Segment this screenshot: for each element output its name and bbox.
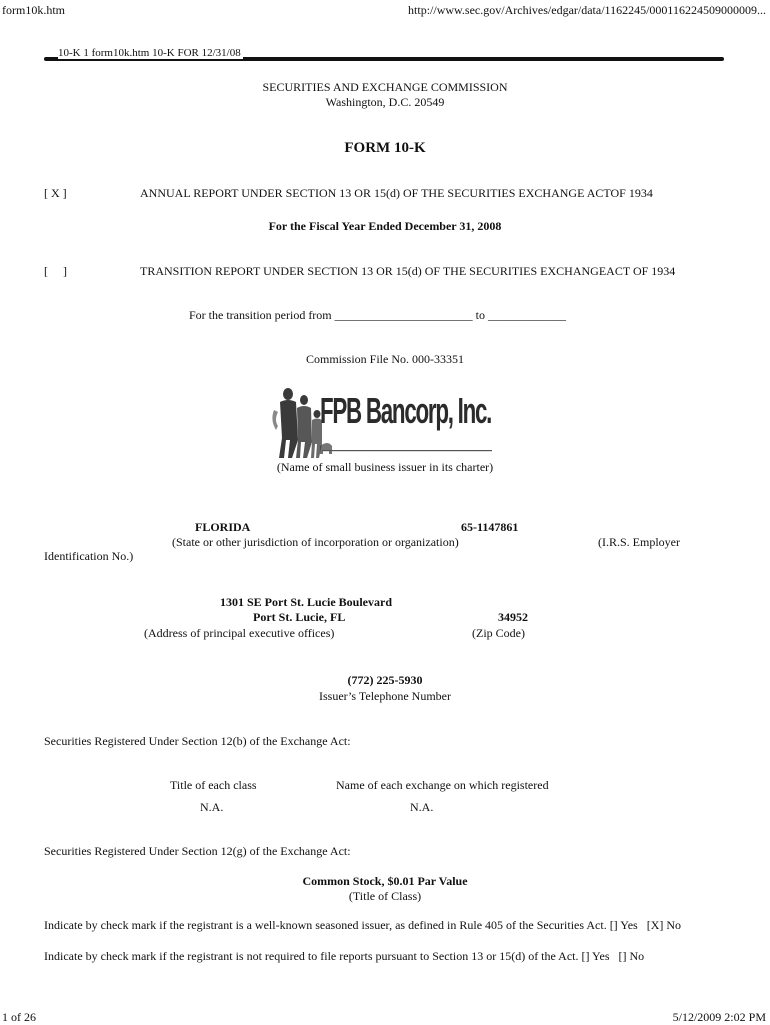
- fiscal-year: For the Fiscal Year Ended December 31, 2008: [268, 219, 502, 233]
- common-stock-class: Common Stock, $0.01 Par Value: [302, 874, 468, 888]
- url-link[interactable]: http://www.sec.gov/Archives/edgar/data/1162245/000116224509000009...: [408, 3, 766, 17]
- commission-file: Commission File No. 000-33351: [305, 352, 464, 366]
- column-title-of-class: Title of each class: [170, 778, 257, 792]
- zip-code: 34952: [498, 610, 528, 624]
- transition-period: For the transition period from _______________________ to _____________: [189, 308, 566, 322]
- state-of-incorporation: FLORIDA: [195, 520, 251, 534]
- transition-report-text: TRANSITION REPORT UNDER SECTION 13 OR 15(d) OF THE SECURITIES EXCHANGEACT OF 1934: [140, 264, 676, 278]
- section-12g-heading: Securities Registered Under Section 12(g) of the Exchange Act:: [44, 844, 351, 858]
- page-number: 1 of 26: [2, 1010, 36, 1024]
- not-required-question: Indicate by check mark if the registrant is not required to file reports pursuant to Section 13 or 15(d) of the Act. [] Yes [] No: [44, 949, 645, 963]
- title-of-class-caption: (Title of Class): [348, 889, 422, 903]
- irs-caption: (I.R.S. Employer: [598, 535, 680, 549]
- form-title: FORM 10-K: [344, 140, 426, 156]
- irs-caption-continued: Identification No.): [44, 549, 134, 563]
- section-12b-heading: Securities Registered Under Section 12(b) of the Exchange Act:: [44, 734, 351, 748]
- irs-employer-number: 65-1147861: [461, 520, 519, 534]
- issuer-name-caption: (Name of small business issuer in its charter): [276, 460, 494, 474]
- transition-checkbox: [ ]: [44, 264, 67, 278]
- annual-checkbox: [ X ]: [44, 186, 67, 200]
- company-logo-text: FPB Bancorp, Inc.: [320, 390, 492, 431]
- agency-name: SECURITIES AND EXCHANGE COMMISSION: [262, 80, 508, 94]
- annual-report-text: ANNUAL REPORT UNDER SECTION 13 OR 15(d) OF THE SECURITIES EXCHANGE ACTOF 1934: [140, 186, 653, 200]
- page-url[interactable]: [408, 3, 766, 18]
- title-of-class-value: N.A.: [200, 800, 224, 814]
- column-exchange-name: Name of each exchange on which registered: [336, 778, 549, 792]
- page-title: form10k.htm: [2, 3, 65, 17]
- document-tag: 10-K 1 form10k.htm 10-K FOR 12/31/08: [58, 47, 241, 59]
- exchange-value: N.A.: [410, 800, 434, 814]
- print-datetime: 5/12/2009 2:02 PM: [672, 1010, 766, 1024]
- wksi-question: Indicate by check mark if the registrant is a well-known seasoned issuer, as defined in Rule 405 of the Securities Act. [] Yes [X] No: [44, 918, 682, 932]
- zip-caption: (Zip Code): [472, 626, 525, 640]
- telephone-number: (772) 225-5930: [347, 673, 423, 687]
- state-caption: (State or other jurisdiction of incorporation or organization): [172, 535, 459, 549]
- telephone-caption: Issuer’s Telephone Number: [318, 689, 452, 703]
- address-line-2: Port St. Lucie, FL: [253, 610, 346, 624]
- address-line-1: 1301 SE Port St. Lucie Boulevard: [220, 595, 393, 609]
- address-caption: (Address of principal executive offices): [144, 626, 335, 640]
- agency-address: Washington, D.C. 20549: [325, 95, 445, 109]
